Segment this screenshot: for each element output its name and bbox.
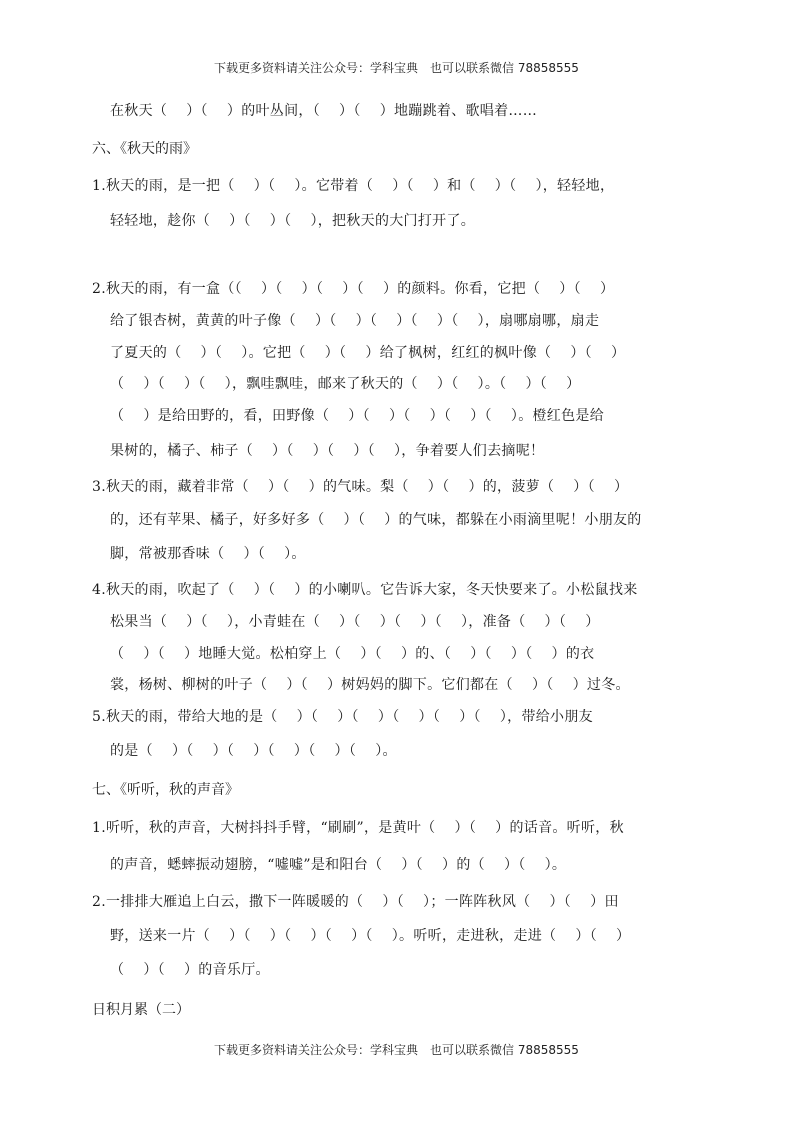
- s6-q3-line-1: 3.秋天的雨，藏着非常（ ）（ ）的气味。梨（ ）（ ）的，菠萝（ ）（ ）: [92, 479, 629, 495]
- page-header: 下载更多资料请关注公众号：学科宝典 也可以联系微信 78858555: [214, 61, 579, 75]
- section-7-heading: 七、《听听，秋的声音》: [92, 782, 239, 798]
- s6-q2-line-2: 给了银杏树，黄黄的叶子像（ ）（ ）（ ）（ ）（ ），扇哪扇哪，扇走: [110, 313, 600, 329]
- s6-q2-line-1: 2.秋天的雨，有一盒（（ ）（ ）（ ）（ ）的颜料。你看，它把（ ）（ ）: [92, 281, 615, 297]
- intro-line: 在秋天（ ）（ ）的叶丛间，（ ）（ ）地蹦跳着、歌唱着……: [110, 103, 537, 119]
- s6-q2-line-5: （ ）是给田野的，看，田野像（ ）（ ）（ ）（ ）（ ）。橙红色是给: [110, 408, 604, 424]
- section-6-heading: 六、《秋天的雨》: [92, 141, 197, 157]
- s6-q2-line-6: 果树的，橘子、柿子（ ）（ ）（ ）（ ），争着要人们去摘呢！: [110, 443, 545, 459]
- s7-q1-line-1: 1.听听，秋的声音，大树抖抖手臂，“刷刷”，是黄叶（ ）（ ）的话音。听听，秋: [92, 820, 624, 836]
- s6-q4-line-2: 松果当（ ）（ ），小青蛙在（ ）（ ）（ ）（ ），准备（ ）（ ）: [110, 614, 600, 630]
- s6-q4-line-4: 裳，杨树、柳树的叶子（ ）（ ）树妈妈的脚下。它们都在（ ）（ ）过冬。: [110, 677, 630, 693]
- next-section-heading: 日积月累（二）: [92, 1002, 190, 1018]
- s7-q2-line-1: 2.一排排大雁追上白云，撒下一阵暖暖的（ ）（ ）；一阵阵秋风（ ）（ ）田: [92, 894, 619, 910]
- s6-q4-line-1: 4.秋天的雨，吹起了（ ）（ ）的小喇叭。它告诉大家，冬天快要来了。小松鼠找来: [92, 582, 638, 598]
- s7-q2-line-3: （ ）（ ）的音乐厅。: [110, 962, 270, 978]
- s6-q3-line-2: 的，还有苹果、橘子，好多好多（ ）（ ）的气味，都躲在小雨滴里呢！小朋友的: [110, 512, 642, 528]
- s6-q2-line-3: 了夏天的（ ）（ ）。它把（ ）（ ）给了枫树，红红的枫叶像（ ）（ ）: [110, 345, 626, 361]
- page-footer: 下载更多资料请关注公众号：学科宝典 也可以联系微信 78858555: [214, 1043, 579, 1057]
- s6-q1-line-2: 轻轻地，趁你（ ）（ ）（ ），把秋天的大门打开了。: [110, 213, 476, 229]
- s6-q3-line-3: 脚，常被那香味（ ）（ ）。: [110, 546, 306, 562]
- s7-q1-line-2: 的声音，蟋蟀振动翅膀，“嘘嘘”是和阳台（ ）（ ）的（ ）（ ）。: [110, 857, 567, 873]
- s6-q5-line-2: 的是（ ）（ ）（ ）（ ）（ ）（ ）。: [110, 743, 397, 759]
- s6-q5-line-1: 5.秋天的雨，带给大地的是（ ）（ ）（ ）（ ）（ ）（ ），带给小朋友: [92, 709, 593, 725]
- s6-q2-line-4: （ ）（ ）（ ），飘哇飘哇，邮来了秋天的（ ）（ ）。（ ）（ ）: [110, 376, 581, 392]
- s7-q2-line-2: 野，送来一片（ ）（ ）（ ）（ ）（ ）。听听，走进秋，走进（ ）（ ）: [110, 928, 631, 944]
- s6-q1-line-1: 1.秋天的雨，是一把（ ）（ ）。它带着（ ）（ ）和（ ）（ ），轻轻地，: [92, 178, 615, 194]
- s6-q4-line-3: （ ）（ ）地睡大觉。松柏穿上（ ）（ ）的、（ ）（ ）（ ）的衣: [110, 646, 595, 662]
